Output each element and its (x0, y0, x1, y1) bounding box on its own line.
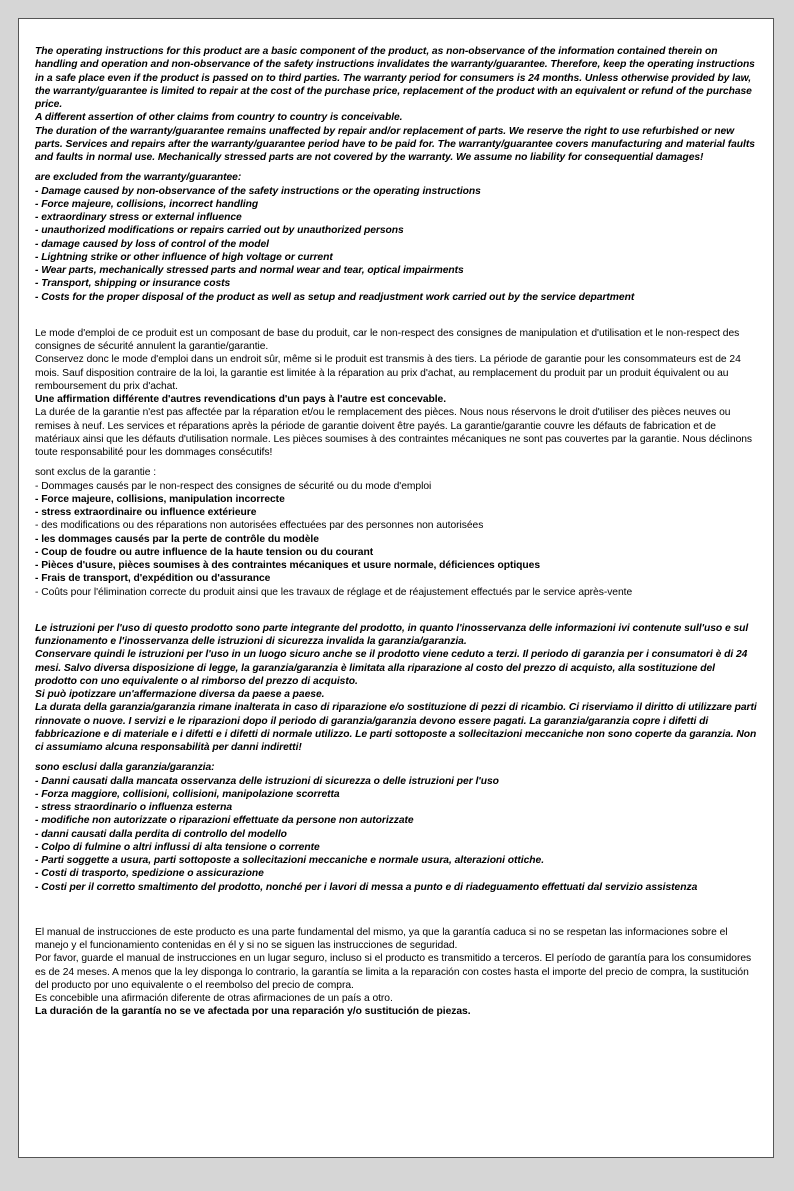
list-item: - Danni causati dalla mancata osservanza delle istruzioni di sicurezza o delle istruzioni per l'uso (35, 775, 499, 787)
list-item: - Costi di trasporto, spedizione o assicurazione (35, 868, 264, 880)
section-french (35, 327, 757, 599)
list-item: - stress extraordinaire ou influence extérieure (35, 507, 257, 518)
list-heading: sont exclus de la garantie : (35, 467, 157, 479)
paragraph: Le istruzioni per l'uso di questo prodotto sono parte integrante del prodotto, in quanto l'inosservanza delle informazioni ivi contenute sull'uso e sul funzionamento e l'inosservanza delle istruzioni di sicurezza invalida la garanzia/garanzia. (35, 622, 749, 647)
list-heading: sono esclusi dalla garanzia/garanzia: (35, 762, 215, 774)
list-item: - les dommages causés par la perte de contrôle du modèle (35, 533, 319, 545)
exclusion-list (35, 171, 757, 304)
list-item: - Damage caused by non-observance of the safety instructions or the operating instructions (35, 185, 481, 197)
exclusion-list (35, 761, 757, 894)
paragraph: Por favor, guarde el manual de instrucciones en un lugar seguro, incluso si el producto es transmitido a terceros. El período de garantía para los consumidores es de 24 meses. A menos que la ley disponga lo contrario, la garantía se limita a la reparación con costes hasta el importe del precio de compra, la sustitución del producto por uno equivalente o el reembolso del precio de compra. (35, 953, 752, 991)
list-item: - extraordinary stress or external influence (35, 212, 242, 223)
section-spanish (35, 926, 757, 1019)
list-item: - Force majeure, collisions, incorrect handling (35, 198, 259, 210)
paragraph: La durée de la garantie n'est pas affectée par la réparation et/ou le remplacement des pièces. Nous nous réservons le droit d'utiliser des pièces neuves ou remises à neuf. Les services et réparations après la période de garantie doivent être payés. La garantie/garantie couvre les défauts de fabrication et de matériaux ainsi que les défauts d'utilisation normale. Les pièces soumises à des contraintes mécaniques ne sont pas couvertes par la garantie. Nous déclinons toute responsabilité pour les dommages consécutifs! (35, 407, 753, 458)
paragraph: Conservare quindi le istruzioni per l'uso in un luogo sicuro anche se il prodotto viene ceduto a terzi. Il periodo di garanzia per i consumatori è di 24 mesi. Salvo diversa disposizione di legge, la garanzia/garanzia è limitata alla riparazione al costo del prezzo di acquisto, alla sostituzione del prodotto con uno equivalente o al rimborso del prezzo di acquisto. (35, 649, 748, 687)
paragraph: The duration of the warranty/guarantee remains unaffected by repair and/or replacement of parts. We reserve the right to use refurbished or new parts. Services and repairs after the warranty/guarantee period have to be paid for. The warranty/guarantee covers manufacturing and material faults and faults in normal use. Mechanically stressed parts are not covered by the warranty. We assume no liability for consequential damages! (35, 125, 755, 163)
list-item: - Dommages causés par le non-respect des consignes de sécurité ou du mode d'emploi (35, 480, 432, 492)
list-item: - Lightning strike or other influence of high voltage or current (35, 251, 333, 263)
list-item: - Coup de foudre ou autre influence de la haute tension ou du courant (35, 546, 374, 558)
list-item: - Costs for the proper disposal of the product as well as setup and readjustment work carried out by the service department (35, 291, 635, 303)
list-item: - Transport, shipping or insurance costs (35, 278, 231, 290)
paragraph: Le mode d'emploi de ce produit est un composant de base du produit, car le non-respect des consignes de manipulation et d'utilisation et le non-respect des consignes de sécurité annulent la garantie/garantie. (35, 327, 740, 352)
paragraph: El manual de instrucciones de este producto es una parte fundamental del mismo, ya que la garantía caduca si no se respetan las informaciones sobre el manejo y el funcionamiento contenidas en él y si no se siguen las instrucciones de seguridad. (35, 926, 728, 951)
list-item: - Parti soggette a usura, parti sottoposte a sollecitazioni meccaniche e normale usura, alterazioni ottiche. (35, 855, 545, 866)
paragraph: Une affirmation différente d'autres revendications d'un pays à l'autre est concevable. (35, 394, 447, 405)
paragraph: La duración de la garantía no se ve afectada por una reparación y/o sustitución de piezas. (35, 1006, 471, 1018)
list-item: - Force majeure, collisions, manipulation incorrecte (35, 493, 285, 505)
exclusion-list (35, 466, 757, 599)
list-item: - modifiche non autorizzate o riparazioni effettuate da persone non autorizzate (35, 815, 414, 827)
paragraph: A different assertion of other claims from country to country is conceivable. (35, 112, 403, 124)
paragraph: Si può ipotizzare un'affermazione diversa da paese a paese. (35, 689, 325, 700)
paragraph: Conservez donc le mode d'emploi dans un endroit sûr, même si le produit est transmis à des tiers. La période de garantie pour les consommateurs est de 24 mois. Sauf disposition contraire de la loi, la garantie est limitée à la réparation au prix d'achat, au remplacement du produit par un produit équivalent ou au remboursement du prix d'achat. (35, 354, 741, 392)
list-heading: are excluded from the warranty/guarantee: (35, 172, 242, 184)
list-item: - damage caused by loss of control of the model (35, 238, 269, 250)
list-item: - Pièces d'usure, pièces soumises à des contraintes mécaniques et usure normale, déficiences optiques (35, 560, 540, 571)
section-spacer (35, 894, 757, 926)
list-item: - Costi per il corretto smaltimento del prodotto, nonché per i lavori di messa a punto e di riadeguamento effettuati dal servizio assistenza (35, 881, 698, 893)
list-item: - Forza maggiore, collisioni, collisioni, manipolazione scorretta (35, 788, 340, 800)
paragraph: La durata della garanzia/garanzia rimane inalterata in caso di riparazione e/o sostituzione di pezzi di ricambio. Ci riserviamo il diritto di utilizzare parti rinnovate o nuove. I servizi e le riparazioni dopo il periodo di garanzia/garanzia devono essere pagati. La garanzia/garanzia copre i difetti di fabbricazione e di materiale e i difetti e i difetti di normale utilizzo. Le parti sottoposte a sollecitazioni meccaniche non sono coperte da garanzia. Non ci assumiamo alcuna responsabilità per danni indiretti! (35, 702, 757, 753)
section-spacer (35, 304, 757, 327)
section-english (35, 45, 757, 304)
list-item: - Frais de transport, d'expédition ou d'assurance (35, 573, 271, 585)
list-item: - stress straordinario o influenza esterna (35, 802, 233, 813)
list-item: - Wear parts, mechanically stressed parts and normal wear and tear, optical impairments (35, 265, 464, 276)
list-item: - Coûts pour l'élimination correcte du produit ainsi que les travaux de réglage et de réajustement effectués par le service après-vente (35, 586, 633, 598)
document-page (18, 18, 774, 1158)
paragraph: The operating instructions for this product are a basic component of the product, as non-observance of the information contained therein on handling and operation and non-observance of the safety instructions invalidates the warranty/guarantee. Therefore, keep the operating instructions in a safe place even if the product is passed on to third parties. The warranty period for consumers is 24 months. Unless otherwise provided by law, the warranty/guarantee is limited to repair at the cost of the purchase price, replacement of the product with an equivalent or refund of the purchase price. (35, 46, 755, 110)
list-item: - des modifications ou des réparations non autorisées effectuées par des personnes non autorisées (35, 520, 484, 532)
list-item: - Colpo di fulmine o altri influssi di alta tensione o corrente (35, 841, 320, 853)
list-item: - unauthorized modifications or repairs carried out by unauthorized persons (35, 225, 404, 237)
paragraph: Es concebible una afirmación diferente de otras afirmaciones de un país a otro. (35, 993, 393, 1004)
list-item: - danni causati dalla perdita di controllo del modello (35, 828, 287, 840)
section-italian (35, 622, 757, 894)
section-spacer (35, 599, 757, 622)
